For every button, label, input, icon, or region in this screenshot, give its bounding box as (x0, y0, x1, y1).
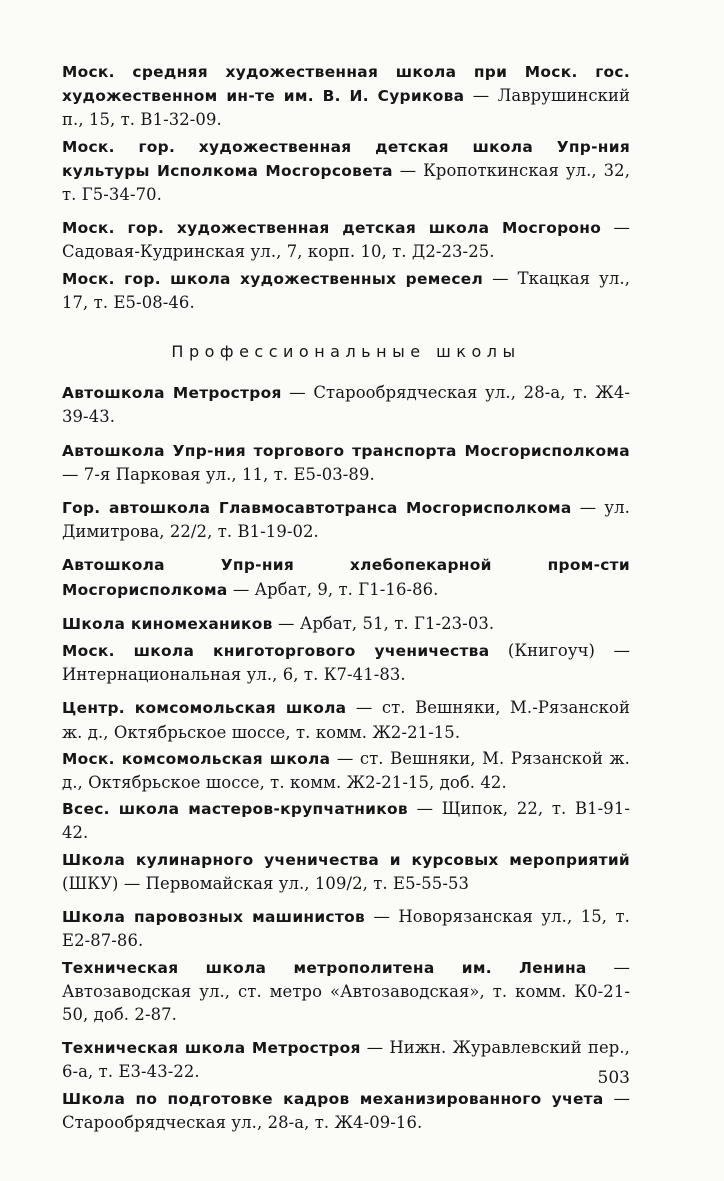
entry-details: — Садовая-Кудринская ул., 7, корп. 10, т. Д2-23-25. (62, 218, 630, 262)
entry-details: — Старообрядческая ул., 28-а, т. Ж4-09-16. (62, 1088, 630, 1132)
entry-name: Моск. комсомольская школа (62, 749, 331, 768)
entry-name: Моск. школа книготоргового ученичества (62, 642, 490, 661)
entry-details: (ШКУ) — Первомайская ул., 109/2, т. Е5-55-53 (62, 873, 470, 893)
directory-entry (62, 612, 630, 636)
section-heading: Профессиональные школы (171, 342, 521, 362)
entry-name: Автошкола Упр-ния торгового транспорта Мосгорисполкома (62, 441, 630, 460)
entry-name: Центр. комсомольская школа (62, 699, 347, 718)
entry-details: — Лаврушинский п., 15, т. В1-32-09. (62, 86, 630, 130)
entry-details: — Новорязанская ул., 15, т. Е2-87-86. (62, 907, 630, 951)
entry-name: Техническая школа Метростроя (62, 1039, 361, 1058)
entry-name: Техническая школа метрополитена им. Ленина (62, 958, 587, 977)
entry-details: — ст. Вешняки, М. Рязанской ж. д., Октябрьское шоссе, т. комм. Ж2-21-15, доб. 42. (62, 748, 630, 793)
directory-entry (62, 496, 630, 543)
directory-entry (62, 216, 630, 263)
entry-name: Школа киномехаников (62, 614, 273, 633)
entry-details: — Кропоткинская ул., 32, т. Г5-34-70. (62, 160, 631, 205)
directory-entry (62, 1087, 630, 1134)
entry-name: Моск. гор. школа художественных ремесел (62, 269, 484, 288)
directory-entry (62, 797, 630, 844)
entry-details: — Автозаводская ул., ст. метро «Автозаводская», т. комм. К0-21-50, доб. 2-87. (62, 957, 630, 1024)
entry-name: Автошкола Метростроя (62, 384, 282, 403)
entry-details: — Старообрядческая ул., 28-а, т. Ж4-39-43. (62, 383, 630, 427)
directory-entry (62, 956, 630, 1027)
directory-entry (62, 848, 630, 895)
entry-name: Гор. автошкола Главмосавтотранса Мосгорисполкома (62, 499, 572, 518)
directory-entry (62, 381, 630, 428)
directory-entry (62, 747, 630, 794)
entry-name: Школа паровозных машинистов (62, 908, 365, 927)
directory-entry (62, 439, 630, 486)
directory-entry (62, 553, 630, 601)
entry-details: — Нижн. Журавлевский пер., 6-а, т. Е3-43-22. (62, 1038, 630, 1082)
entry-name: Всес. школа мастеров-крупчатников (62, 800, 408, 819)
entry-details: — Ткацкая ул., 17, т. Е5-08-46. (62, 268, 631, 312)
page-number: 503 (597, 1068, 630, 1088)
entry-details: — Арбат, 51, т. Г1-23-03. (272, 613, 495, 633)
entry-name: Моск. средняя художественная школа при Моск. гос. художественном ин-те им. В. И. Сурикова (62, 63, 630, 106)
directory-entry (62, 60, 630, 132)
entry-details: — 7-я Парковая ул., 11, т. Е5-03-89. (62, 464, 375, 484)
directory-entry (62, 905, 630, 952)
entry-details: — Арбат, 9, т. Г1-16-86. (227, 579, 439, 599)
directory-entry (62, 1036, 630, 1083)
directory-entry (62, 639, 630, 686)
directory-entry (62, 135, 630, 207)
entry-details: — ул. Димитрова, 22/2, т. В1-19-02. (62, 498, 630, 542)
entry-name: Школа кулинарного ученичества и курсовых мероприятий (62, 850, 630, 869)
entry-name: Моск. гор. художественная детская школа Упр-ния культуры Исполкома Мосгорсовета (62, 137, 630, 180)
entry-name: Моск. гор. художественная детская школа Мосгороно (62, 219, 602, 238)
entry-name: Школа по подготовке кадров механизированного учета (62, 1089, 604, 1108)
entry-details: — Щипок, 22, т. В1-91-42. (62, 799, 630, 843)
directory-entry (62, 267, 630, 314)
entry-details: (Книгоуч) — Интернациональная ул., 6, т. К7-41-83. (62, 641, 630, 685)
directory-entry (62, 696, 630, 743)
entry-name: Автошкола Упр-ния хлебопекарной пром-сти Мосгорисполкома (62, 556, 630, 599)
entry-details: — ст. Вешняки, М.-Рязанской ж. д., Октябрьское шоссе, т. комм. Ж2-21-15. (62, 698, 630, 742)
text-column (62, 60, 630, 1144)
